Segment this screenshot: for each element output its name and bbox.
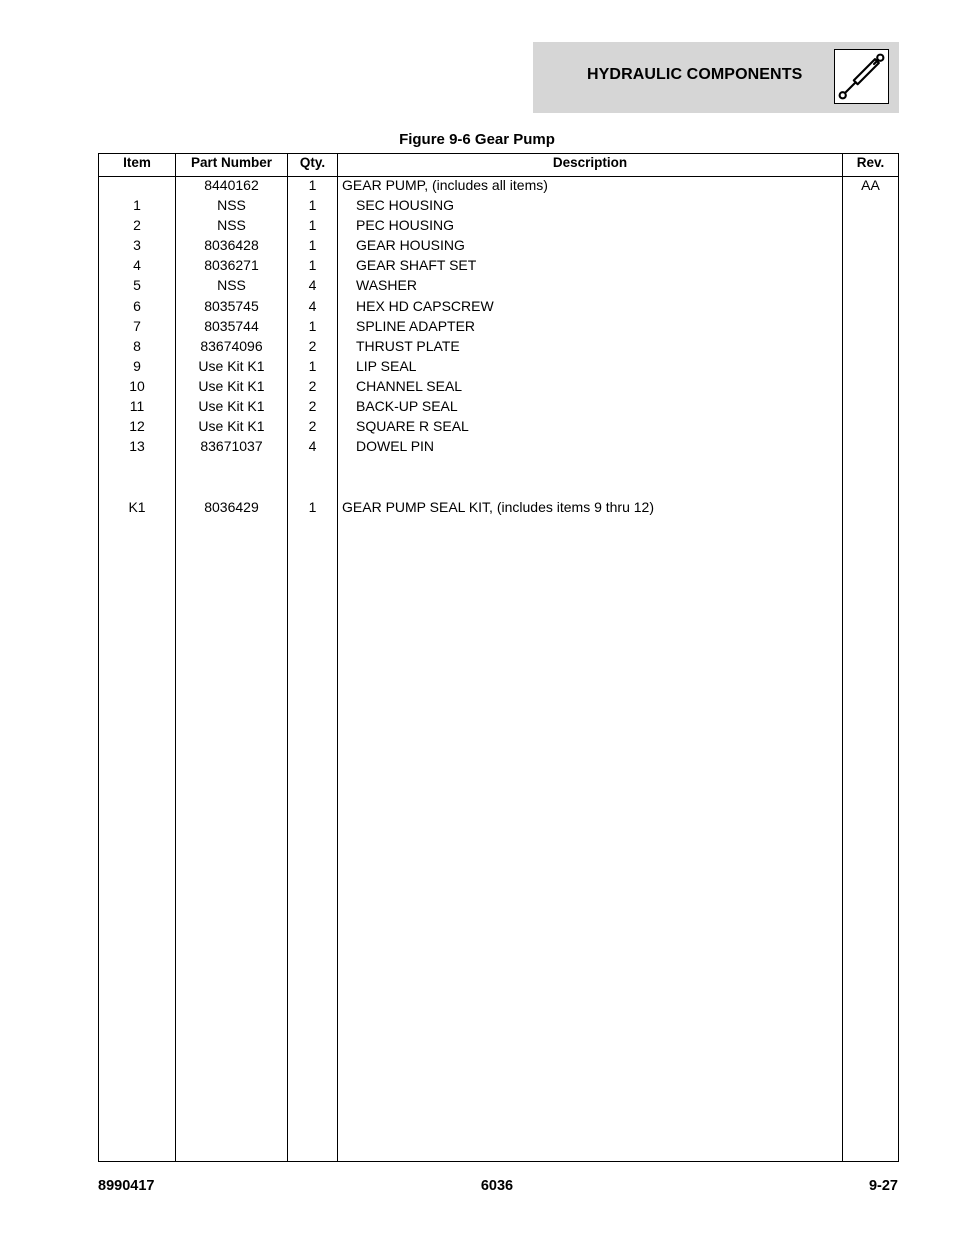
table-row (99, 236, 898, 256)
footer-model-number: 6036 (480, 1178, 514, 1194)
table-row (99, 216, 898, 236)
description-cell: WASHER (356, 277, 417, 293)
qty-cell: 1 (308, 197, 317, 213)
description-cell: CHANNEL SEAL (356, 378, 463, 394)
column-header-part-number: Part Number (190, 155, 273, 170)
footer-document-number: 8990417 (98, 1178, 155, 1194)
part-number-cell: Use Kit K1 (198, 378, 265, 394)
part-number-cell: Use Kit K1 (198, 358, 265, 374)
description-cell: GEAR HOUSING (356, 237, 465, 253)
description-cell: SEC HOUSING (356, 197, 455, 213)
section-header-band (533, 42, 899, 113)
table-row (99, 498, 898, 518)
table-row (99, 317, 898, 337)
rev-cell: AA (861, 177, 880, 193)
part-number-cell: 8035745 (204, 298, 259, 314)
description-cell: GEAR SHAFT SET (356, 257, 477, 273)
qty-cell: 1 (308, 217, 317, 233)
qty-cell: 2 (308, 398, 317, 414)
description-cell: SQUARE R SEAL (356, 418, 469, 434)
column-header-rev: Rev. (856, 155, 885, 170)
figure-title: Figure 9-6 Gear Pump (399, 131, 555, 148)
item-cell: 13 (129, 438, 145, 454)
table-row (99, 337, 898, 357)
part-number-cell: 8035744 (204, 318, 259, 334)
item-cell: 7 (133, 318, 141, 334)
description-cell: HEX HD CAPSCREW (356, 298, 494, 314)
qty-cell: 1 (308, 257, 317, 273)
table-row (99, 297, 898, 317)
qty-cell: 4 (308, 438, 317, 454)
part-number-cell: NSS (217, 217, 246, 233)
table-row (99, 176, 898, 196)
description-cell: PEC HOUSING (356, 217, 455, 233)
qty-cell: 1 (308, 177, 317, 193)
hydraulic-cylinder-icon (834, 49, 889, 104)
item-cell: 1 (133, 197, 141, 213)
table-row (99, 417, 898, 437)
qty-cell: 1 (308, 499, 317, 515)
description-cell: DOWEL PIN (356, 438, 435, 454)
qty-cell: 1 (308, 358, 317, 374)
part-number-cell: 8036428 (204, 237, 259, 253)
part-number-cell: Use Kit K1 (198, 418, 265, 434)
parts-table (98, 153, 899, 1162)
part-number-cell: NSS (217, 197, 246, 213)
table-row (99, 196, 898, 216)
qty-cell: 1 (308, 318, 317, 334)
qty-cell: 4 (308, 277, 317, 293)
part-number-cell: 83674096 (200, 338, 263, 354)
qty-cell: 2 (308, 378, 317, 394)
item-cell: 12 (129, 418, 145, 434)
qty-cell: 1 (308, 237, 317, 253)
table-row (99, 397, 898, 417)
description-cell: SPLINE ADAPTER (356, 318, 476, 334)
table-row (99, 437, 898, 457)
part-number-cell: 8036429 (204, 499, 259, 515)
table-row (99, 276, 898, 296)
part-number-cell: 8440162 (204, 177, 259, 193)
item-cell: 10 (129, 378, 145, 394)
item-cell: 5 (133, 277, 141, 293)
column-header-qty: Qty. (299, 155, 326, 170)
part-number-cell: Use Kit K1 (198, 398, 265, 414)
table-row (99, 256, 898, 276)
description-cell: LIP SEAL (356, 358, 417, 374)
description-cell: BACK-UP SEAL (356, 398, 458, 414)
item-cell: 9 (133, 358, 141, 374)
table-row (99, 377, 898, 397)
column-header-description: Description (552, 155, 628, 170)
column-header-item: Item (123, 155, 151, 170)
qty-cell: 4 (308, 298, 317, 314)
table-row (99, 357, 898, 377)
item-cell: 11 (129, 398, 145, 414)
item-cell: K1 (128, 499, 146, 515)
item-cell: 4 (133, 257, 141, 273)
description-cell: GEAR PUMP SEAL KIT, (includes items 9 thru 12) (342, 499, 655, 515)
part-number-cell: NSS (217, 277, 246, 293)
item-cell: 6 (133, 298, 141, 314)
footer-page-number: 9-27 (868, 1178, 898, 1194)
part-number-cell: 8036271 (204, 257, 259, 273)
description-cell: GEAR PUMP, (includes all items) (342, 177, 548, 193)
item-cell: 2 (133, 217, 141, 233)
item-cell: 3 (133, 237, 141, 253)
qty-cell: 2 (308, 418, 317, 434)
section-title: HYDRAULIC COMPONENTS (587, 66, 803, 83)
qty-cell: 2 (308, 338, 317, 354)
description-cell: THRUST PLATE (356, 338, 460, 354)
part-number-cell: 83671037 (200, 438, 263, 454)
item-cell: 8 (133, 338, 141, 354)
